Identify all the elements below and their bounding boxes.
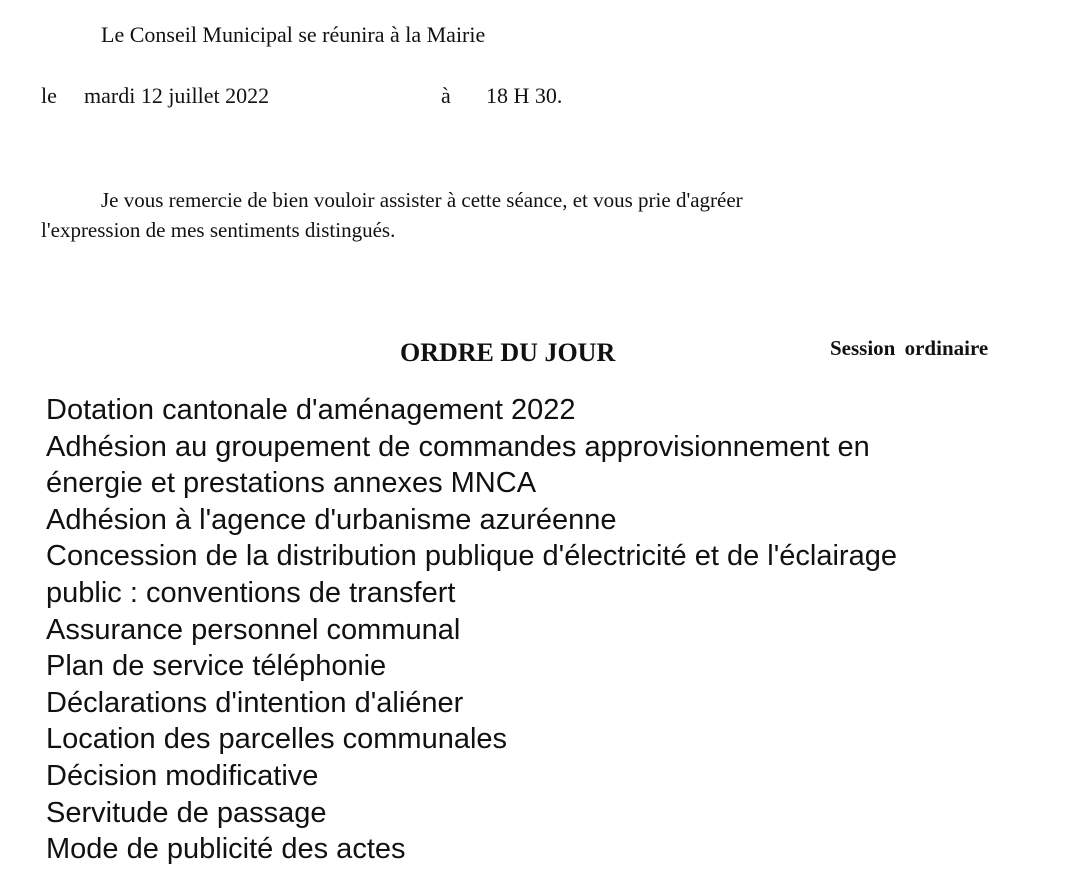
agenda-line: Décision modificative [46, 759, 319, 792]
convocation-text: Le Conseil Municipal se réunira à la Mairie [101, 22, 486, 47]
session-type-label: Session ordinaire [830, 336, 989, 360]
closing-line-2: l'expression de mes sentiments distingués. [41, 218, 396, 242]
agenda-line: Location des parcelles communales [46, 723, 508, 756]
agenda-line: Plan de service téléphonie [46, 650, 387, 683]
closing-line-1: Je vous remercie de bien vouloir assister à cette séance, et vous prie d'agréer [101, 188, 743, 212]
agenda-list [46, 392, 1046, 868]
time-prefix: à [441, 83, 451, 108]
meeting-date: mardi 12 juillet 2022 [84, 83, 270, 108]
agenda-line: Adhésion à l'agence d'urbanisme azuréenne [46, 503, 617, 536]
agenda-line: Dotation cantonale d'aménagement 2022 [46, 394, 576, 426]
agenda-line: Mode de publicité des actes [46, 833, 406, 866]
agenda-line: énergie et prestations annexes MNCA [46, 467, 537, 500]
agenda-line: Servitude de passage [46, 796, 327, 829]
date-prefix: le [41, 83, 57, 108]
agenda-line: Adhésion au groupement de commandes approvisionnement en [46, 430, 870, 463]
agenda-title: ORDRE DU JOUR [400, 338, 616, 367]
agenda-line: Déclarations d'intention d'aliéner [46, 686, 464, 719]
agenda-line: Concession de la distribution publique d'électricité et de l'éclairage [46, 540, 897, 573]
agenda-line: Assurance personnel communal [46, 613, 461, 646]
meeting-time: 18 H 30. [486, 83, 563, 108]
agenda-line: public : conventions de transfert [46, 576, 456, 609]
closing-paragraph [41, 185, 941, 245]
